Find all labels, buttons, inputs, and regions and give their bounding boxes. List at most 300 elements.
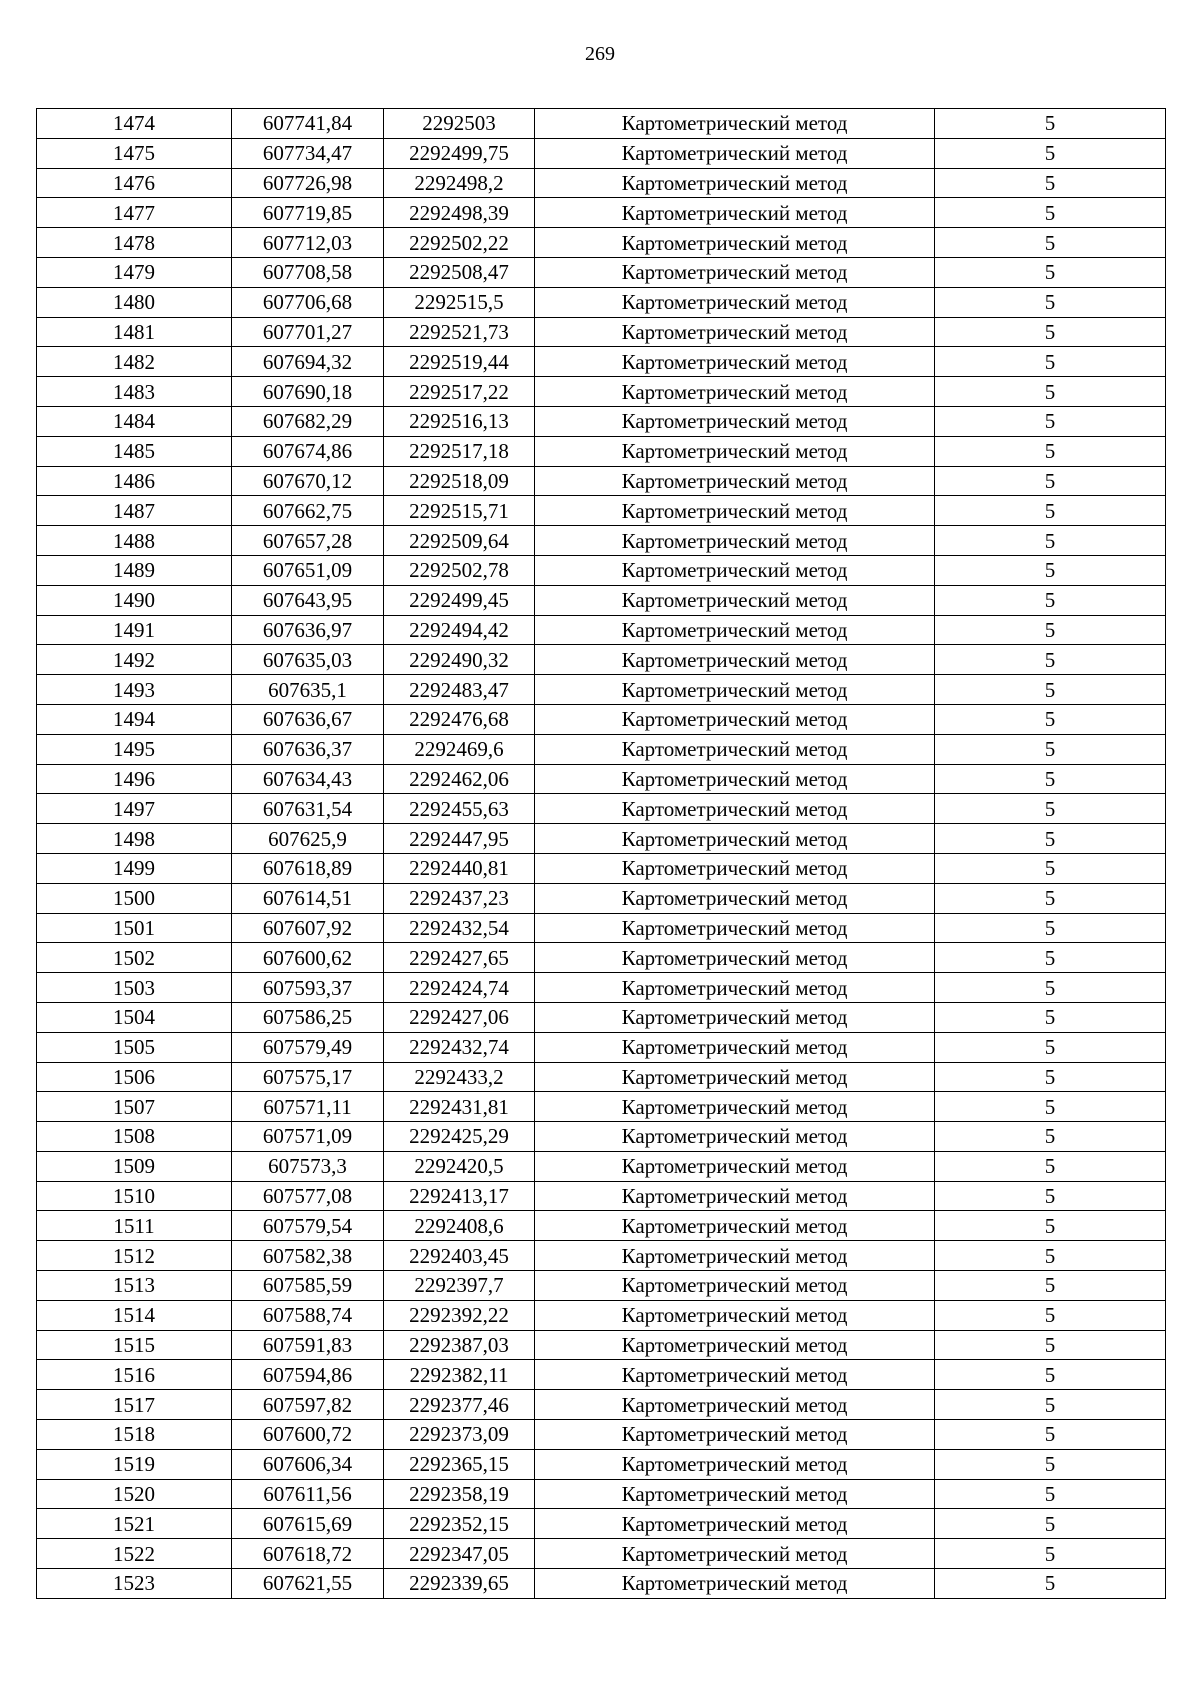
y-coordinate-cell: 2292408,6 bbox=[384, 1211, 535, 1241]
point-number-cell: 1484 bbox=[37, 406, 232, 436]
x-coordinate-cell: 607631,54 bbox=[232, 794, 384, 824]
method-cell: Картометрический метод bbox=[535, 1509, 935, 1539]
table-row bbox=[37, 109, 1166, 139]
table-row bbox=[37, 1569, 1166, 1599]
table-row bbox=[37, 645, 1166, 675]
x-coordinate-cell: 607618,72 bbox=[232, 1539, 384, 1569]
accuracy-cell: 5 bbox=[935, 913, 1166, 943]
point-number-cell: 1522 bbox=[37, 1539, 232, 1569]
accuracy-cell: 5 bbox=[935, 466, 1166, 496]
accuracy-cell: 5 bbox=[935, 109, 1166, 139]
point-number-cell: 1478 bbox=[37, 228, 232, 258]
x-coordinate-cell: 607694,32 bbox=[232, 347, 384, 377]
method-cell: Картометрический метод bbox=[535, 615, 935, 645]
x-coordinate-cell: 607611,56 bbox=[232, 1479, 384, 1509]
method-cell: Картометрический метод bbox=[535, 1181, 935, 1211]
method-cell: Картометрический метод bbox=[535, 1569, 935, 1599]
coordinates-table bbox=[36, 108, 1166, 1599]
x-coordinate-cell: 607577,08 bbox=[232, 1181, 384, 1211]
point-number-cell: 1496 bbox=[37, 764, 232, 794]
x-coordinate-cell: 607657,28 bbox=[232, 526, 384, 556]
method-cell: Картометрический метод bbox=[535, 824, 935, 854]
x-coordinate-cell: 607585,59 bbox=[232, 1271, 384, 1301]
accuracy-cell: 5 bbox=[935, 704, 1166, 734]
accuracy-cell: 5 bbox=[935, 1151, 1166, 1181]
method-cell: Картометрический метод bbox=[535, 287, 935, 317]
accuracy-cell: 5 bbox=[935, 555, 1166, 585]
point-number-cell: 1521 bbox=[37, 1509, 232, 1539]
x-coordinate-cell: 607573,3 bbox=[232, 1151, 384, 1181]
method-cell: Картометрический метод bbox=[535, 1449, 935, 1479]
method-cell: Картометрический метод bbox=[535, 1420, 935, 1450]
table-row bbox=[37, 287, 1166, 317]
x-coordinate-cell: 607719,85 bbox=[232, 198, 384, 228]
point-number-cell: 1506 bbox=[37, 1062, 232, 1092]
point-number-cell: 1520 bbox=[37, 1479, 232, 1509]
table-row bbox=[37, 1479, 1166, 1509]
method-cell: Картометрический метод bbox=[535, 1092, 935, 1122]
method-cell: Картометрический метод bbox=[535, 168, 935, 198]
point-number-cell: 1493 bbox=[37, 675, 232, 705]
y-coordinate-cell: 2292377,46 bbox=[384, 1390, 535, 1420]
method-cell: Картометрический метод bbox=[535, 555, 935, 585]
table-row bbox=[37, 943, 1166, 973]
y-coordinate-cell: 2292427,06 bbox=[384, 1002, 535, 1032]
accuracy-cell: 5 bbox=[935, 1509, 1166, 1539]
accuracy-cell: 5 bbox=[935, 198, 1166, 228]
method-cell: Картометрический метод bbox=[535, 1032, 935, 1062]
y-coordinate-cell: 2292420,5 bbox=[384, 1151, 535, 1181]
x-coordinate-cell: 607600,72 bbox=[232, 1420, 384, 1450]
x-coordinate-cell: 607636,67 bbox=[232, 704, 384, 734]
point-number-cell: 1500 bbox=[37, 883, 232, 913]
accuracy-cell: 5 bbox=[935, 1420, 1166, 1450]
y-coordinate-cell: 2292516,13 bbox=[384, 406, 535, 436]
point-number-cell: 1492 bbox=[37, 645, 232, 675]
table-row bbox=[37, 377, 1166, 407]
y-coordinate-cell: 2292440,81 bbox=[384, 853, 535, 883]
y-coordinate-cell: 2292352,15 bbox=[384, 1509, 535, 1539]
x-coordinate-cell: 607701,27 bbox=[232, 317, 384, 347]
table-row bbox=[37, 1509, 1166, 1539]
table-row bbox=[37, 883, 1166, 913]
x-coordinate-cell: 607621,55 bbox=[232, 1569, 384, 1599]
table-row bbox=[37, 1330, 1166, 1360]
point-number-cell: 1494 bbox=[37, 704, 232, 734]
x-coordinate-cell: 607571,11 bbox=[232, 1092, 384, 1122]
method-cell: Картометрический метод bbox=[535, 1390, 935, 1420]
method-cell: Картометрический метод bbox=[535, 1271, 935, 1301]
x-coordinate-cell: 607579,49 bbox=[232, 1032, 384, 1062]
method-cell: Картометрический метод bbox=[535, 1062, 935, 1092]
method-cell: Картометрический метод bbox=[535, 973, 935, 1003]
table-row bbox=[37, 764, 1166, 794]
accuracy-cell: 5 bbox=[935, 1449, 1166, 1479]
accuracy-cell: 5 bbox=[935, 973, 1166, 1003]
x-coordinate-cell: 607594,86 bbox=[232, 1360, 384, 1390]
method-cell: Картометрический метод bbox=[535, 1300, 935, 1330]
coordinates-table-body bbox=[37, 109, 1166, 1599]
point-number-cell: 1501 bbox=[37, 913, 232, 943]
method-cell: Картометрический метод bbox=[535, 734, 935, 764]
accuracy-cell: 5 bbox=[935, 406, 1166, 436]
accuracy-cell: 5 bbox=[935, 496, 1166, 526]
method-cell: Картометрический метод bbox=[535, 317, 935, 347]
table-row bbox=[37, 1032, 1166, 1062]
accuracy-cell: 5 bbox=[935, 734, 1166, 764]
y-coordinate-cell: 2292517,22 bbox=[384, 377, 535, 407]
x-coordinate-cell: 607606,34 bbox=[232, 1449, 384, 1479]
point-number-cell: 1512 bbox=[37, 1241, 232, 1271]
accuracy-cell: 5 bbox=[935, 1002, 1166, 1032]
table-row bbox=[37, 555, 1166, 585]
table-row bbox=[37, 1420, 1166, 1450]
accuracy-cell: 5 bbox=[935, 1062, 1166, 1092]
x-coordinate-cell: 607591,83 bbox=[232, 1330, 384, 1360]
table-row bbox=[37, 1211, 1166, 1241]
table-row bbox=[37, 436, 1166, 466]
accuracy-cell: 5 bbox=[935, 347, 1166, 377]
point-number-cell: 1510 bbox=[37, 1181, 232, 1211]
page-number: 269 bbox=[585, 43, 615, 65]
point-number-cell: 1504 bbox=[37, 1002, 232, 1032]
x-coordinate-cell: 607674,86 bbox=[232, 436, 384, 466]
x-coordinate-cell: 607618,89 bbox=[232, 853, 384, 883]
point-number-cell: 1523 bbox=[37, 1569, 232, 1599]
x-coordinate-cell: 607571,09 bbox=[232, 1122, 384, 1152]
point-number-cell: 1502 bbox=[37, 943, 232, 973]
x-coordinate-cell: 607706,68 bbox=[232, 287, 384, 317]
accuracy-cell: 5 bbox=[935, 585, 1166, 615]
accuracy-cell: 5 bbox=[935, 1390, 1166, 1420]
method-cell: Картометрический метод bbox=[535, 1330, 935, 1360]
method-cell: Картометрический метод bbox=[535, 496, 935, 526]
method-cell: Картометрический метод bbox=[535, 1122, 935, 1152]
accuracy-cell: 5 bbox=[935, 1539, 1166, 1569]
method-cell: Картометрический метод bbox=[535, 853, 935, 883]
y-coordinate-cell: 2292413,17 bbox=[384, 1181, 535, 1211]
table-row bbox=[37, 1449, 1166, 1479]
x-coordinate-cell: 607600,62 bbox=[232, 943, 384, 973]
y-coordinate-cell: 2292490,32 bbox=[384, 645, 535, 675]
x-coordinate-cell: 607575,17 bbox=[232, 1062, 384, 1092]
method-cell: Картометрический метод bbox=[535, 109, 935, 139]
point-number-cell: 1498 bbox=[37, 824, 232, 854]
y-coordinate-cell: 2292503 bbox=[384, 109, 535, 139]
point-number-cell: 1507 bbox=[37, 1092, 232, 1122]
accuracy-cell: 5 bbox=[935, 1181, 1166, 1211]
accuracy-cell: 5 bbox=[935, 1300, 1166, 1330]
table-row bbox=[37, 853, 1166, 883]
point-number-cell: 1508 bbox=[37, 1122, 232, 1152]
y-coordinate-cell: 2292427,65 bbox=[384, 943, 535, 973]
method-cell: Картометрический метод bbox=[535, 1241, 935, 1271]
accuracy-cell: 5 bbox=[935, 645, 1166, 675]
x-coordinate-cell: 607734,47 bbox=[232, 138, 384, 168]
x-coordinate-cell: 607593,37 bbox=[232, 973, 384, 1003]
y-coordinate-cell: 2292515,5 bbox=[384, 287, 535, 317]
point-number-cell: 1485 bbox=[37, 436, 232, 466]
table-row bbox=[37, 1390, 1166, 1420]
table-row bbox=[37, 1062, 1166, 1092]
point-number-cell: 1509 bbox=[37, 1151, 232, 1181]
x-coordinate-cell: 607643,95 bbox=[232, 585, 384, 615]
accuracy-cell: 5 bbox=[935, 436, 1166, 466]
method-cell: Картометрический метод bbox=[535, 138, 935, 168]
table-row bbox=[37, 198, 1166, 228]
point-number-cell: 1491 bbox=[37, 615, 232, 645]
x-coordinate-cell: 607579,54 bbox=[232, 1211, 384, 1241]
table-row bbox=[37, 1151, 1166, 1181]
accuracy-cell: 5 bbox=[935, 1211, 1166, 1241]
table-row bbox=[37, 1300, 1166, 1330]
method-cell: Картометрический метод bbox=[535, 198, 935, 228]
x-coordinate-cell: 607635,03 bbox=[232, 645, 384, 675]
table-row bbox=[37, 1122, 1166, 1152]
table-row bbox=[37, 347, 1166, 377]
method-cell: Картометрический метод bbox=[535, 794, 935, 824]
accuracy-cell: 5 bbox=[935, 1360, 1166, 1390]
point-number-cell: 1519 bbox=[37, 1449, 232, 1479]
table-row bbox=[37, 466, 1166, 496]
y-coordinate-cell: 2292382,11 bbox=[384, 1360, 535, 1390]
y-coordinate-cell: 2292476,68 bbox=[384, 704, 535, 734]
method-cell: Картометрический метод bbox=[535, 764, 935, 794]
point-number-cell: 1513 bbox=[37, 1271, 232, 1301]
point-number-cell: 1488 bbox=[37, 526, 232, 556]
y-coordinate-cell: 2292499,45 bbox=[384, 585, 535, 615]
y-coordinate-cell: 2292397,7 bbox=[384, 1271, 535, 1301]
y-coordinate-cell: 2292469,6 bbox=[384, 734, 535, 764]
accuracy-cell: 5 bbox=[935, 168, 1166, 198]
table-row bbox=[37, 675, 1166, 705]
accuracy-cell: 5 bbox=[935, 526, 1166, 556]
x-coordinate-cell: 607597,82 bbox=[232, 1390, 384, 1420]
accuracy-cell: 5 bbox=[935, 1241, 1166, 1271]
method-cell: Картометрический метод bbox=[535, 585, 935, 615]
y-coordinate-cell: 2292498,2 bbox=[384, 168, 535, 198]
x-coordinate-cell: 607636,97 bbox=[232, 615, 384, 645]
method-cell: Картометрический метод bbox=[535, 645, 935, 675]
table-row bbox=[37, 615, 1166, 645]
y-coordinate-cell: 2292494,42 bbox=[384, 615, 535, 645]
method-cell: Картометрический метод bbox=[535, 1211, 935, 1241]
method-cell: Картометрический метод bbox=[535, 704, 935, 734]
point-number-cell: 1503 bbox=[37, 973, 232, 1003]
table-row bbox=[37, 138, 1166, 168]
y-coordinate-cell: 2292483,47 bbox=[384, 675, 535, 705]
y-coordinate-cell: 2292347,05 bbox=[384, 1539, 535, 1569]
table-row bbox=[37, 526, 1166, 556]
table-row bbox=[37, 168, 1166, 198]
table-row bbox=[37, 973, 1166, 1003]
y-coordinate-cell: 2292432,74 bbox=[384, 1032, 535, 1062]
y-coordinate-cell: 2292424,74 bbox=[384, 973, 535, 1003]
table-row bbox=[37, 913, 1166, 943]
x-coordinate-cell: 607582,38 bbox=[232, 1241, 384, 1271]
method-cell: Картометрический метод bbox=[535, 406, 935, 436]
point-number-cell: 1489 bbox=[37, 555, 232, 585]
accuracy-cell: 5 bbox=[935, 1092, 1166, 1122]
method-cell: Картометрический метод bbox=[535, 1360, 935, 1390]
table-row bbox=[37, 1360, 1166, 1390]
accuracy-cell: 5 bbox=[935, 138, 1166, 168]
accuracy-cell: 5 bbox=[935, 943, 1166, 973]
point-number-cell: 1511 bbox=[37, 1211, 232, 1241]
method-cell: Картометрический метод bbox=[535, 675, 935, 705]
method-cell: Картометрический метод bbox=[535, 1151, 935, 1181]
y-coordinate-cell: 2292373,09 bbox=[384, 1420, 535, 1450]
x-coordinate-cell: 607614,51 bbox=[232, 883, 384, 913]
y-coordinate-cell: 2292403,45 bbox=[384, 1241, 535, 1271]
table-row bbox=[37, 734, 1166, 764]
x-coordinate-cell: 607588,74 bbox=[232, 1300, 384, 1330]
table-row bbox=[37, 496, 1166, 526]
y-coordinate-cell: 2292387,03 bbox=[384, 1330, 535, 1360]
y-coordinate-cell: 2292339,65 bbox=[384, 1569, 535, 1599]
y-coordinate-cell: 2292517,18 bbox=[384, 436, 535, 466]
y-coordinate-cell: 2292521,73 bbox=[384, 317, 535, 347]
method-cell: Картометрический метод bbox=[535, 347, 935, 377]
method-cell: Картометрический метод bbox=[535, 1002, 935, 1032]
point-number-cell: 1490 bbox=[37, 585, 232, 615]
table-row bbox=[37, 1092, 1166, 1122]
table-row bbox=[37, 824, 1166, 854]
y-coordinate-cell: 2292509,64 bbox=[384, 526, 535, 556]
table-row bbox=[37, 1181, 1166, 1211]
method-cell: Картометрический метод bbox=[535, 883, 935, 913]
point-number-cell: 1497 bbox=[37, 794, 232, 824]
accuracy-cell: 5 bbox=[935, 615, 1166, 645]
y-coordinate-cell: 2292455,63 bbox=[384, 794, 535, 824]
accuracy-cell: 5 bbox=[935, 377, 1166, 407]
method-cell: Картометрический метод bbox=[535, 436, 935, 466]
point-number-cell: 1482 bbox=[37, 347, 232, 377]
x-coordinate-cell: 607741,84 bbox=[232, 109, 384, 139]
point-number-cell: 1514 bbox=[37, 1300, 232, 1330]
point-number-cell: 1495 bbox=[37, 734, 232, 764]
method-cell: Картометрический метод bbox=[535, 1479, 935, 1509]
point-number-cell: 1479 bbox=[37, 257, 232, 287]
point-number-cell: 1475 bbox=[37, 138, 232, 168]
y-coordinate-cell: 2292437,23 bbox=[384, 883, 535, 913]
point-number-cell: 1517 bbox=[37, 1390, 232, 1420]
method-cell: Картометрический метод bbox=[535, 526, 935, 556]
x-coordinate-cell: 607635,1 bbox=[232, 675, 384, 705]
x-coordinate-cell: 607682,29 bbox=[232, 406, 384, 436]
method-cell: Картометрический метод bbox=[535, 377, 935, 407]
table-row bbox=[37, 406, 1166, 436]
y-coordinate-cell: 2292425,29 bbox=[384, 1122, 535, 1152]
accuracy-cell: 5 bbox=[935, 287, 1166, 317]
table-row bbox=[37, 704, 1166, 734]
table-row bbox=[37, 317, 1166, 347]
method-cell: Картометрический метод bbox=[535, 228, 935, 258]
method-cell: Картометрический метод bbox=[535, 1539, 935, 1569]
x-coordinate-cell: 607636,37 bbox=[232, 734, 384, 764]
y-coordinate-cell: 2292499,75 bbox=[384, 138, 535, 168]
point-number-cell: 1499 bbox=[37, 853, 232, 883]
accuracy-cell: 5 bbox=[935, 1271, 1166, 1301]
y-coordinate-cell: 2292519,44 bbox=[384, 347, 535, 377]
y-coordinate-cell: 2292358,19 bbox=[384, 1479, 535, 1509]
y-coordinate-cell: 2292502,78 bbox=[384, 555, 535, 585]
y-coordinate-cell: 2292515,71 bbox=[384, 496, 535, 526]
accuracy-cell: 5 bbox=[935, 1032, 1166, 1062]
x-coordinate-cell: 607607,92 bbox=[232, 913, 384, 943]
x-coordinate-cell: 607712,03 bbox=[232, 228, 384, 258]
y-coordinate-cell: 2292432,54 bbox=[384, 913, 535, 943]
table-row bbox=[37, 1002, 1166, 1032]
accuracy-cell: 5 bbox=[935, 675, 1166, 705]
accuracy-cell: 5 bbox=[935, 228, 1166, 258]
x-coordinate-cell: 607625,9 bbox=[232, 824, 384, 854]
accuracy-cell: 5 bbox=[935, 317, 1166, 347]
y-coordinate-cell: 2292518,09 bbox=[384, 466, 535, 496]
y-coordinate-cell: 2292502,22 bbox=[384, 228, 535, 258]
x-coordinate-cell: 607708,58 bbox=[232, 257, 384, 287]
accuracy-cell: 5 bbox=[935, 853, 1166, 883]
point-number-cell: 1481 bbox=[37, 317, 232, 347]
x-coordinate-cell: 607670,12 bbox=[232, 466, 384, 496]
point-number-cell: 1516 bbox=[37, 1360, 232, 1390]
point-number-cell: 1476 bbox=[37, 168, 232, 198]
method-cell: Картометрический метод bbox=[535, 466, 935, 496]
table-row bbox=[37, 1539, 1166, 1569]
x-coordinate-cell: 607662,75 bbox=[232, 496, 384, 526]
x-coordinate-cell: 607690,18 bbox=[232, 377, 384, 407]
y-coordinate-cell: 2292462,06 bbox=[384, 764, 535, 794]
accuracy-cell: 5 bbox=[935, 883, 1166, 913]
table-row bbox=[37, 257, 1166, 287]
x-coordinate-cell: 607651,09 bbox=[232, 555, 384, 585]
y-coordinate-cell: 2292392,22 bbox=[384, 1300, 535, 1330]
method-cell: Картометрический метод bbox=[535, 913, 935, 943]
x-coordinate-cell: 607586,25 bbox=[232, 1002, 384, 1032]
y-coordinate-cell: 2292498,39 bbox=[384, 198, 535, 228]
point-number-cell: 1480 bbox=[37, 287, 232, 317]
x-coordinate-cell: 607634,43 bbox=[232, 764, 384, 794]
point-number-cell: 1515 bbox=[37, 1330, 232, 1360]
y-coordinate-cell: 2292365,15 bbox=[384, 1449, 535, 1479]
y-coordinate-cell: 2292431,81 bbox=[384, 1092, 535, 1122]
accuracy-cell: 5 bbox=[935, 764, 1166, 794]
table-row bbox=[37, 794, 1166, 824]
accuracy-cell: 5 bbox=[935, 794, 1166, 824]
accuracy-cell: 5 bbox=[935, 1330, 1166, 1360]
point-number-cell: 1474 bbox=[37, 109, 232, 139]
point-number-cell: 1505 bbox=[37, 1032, 232, 1062]
table-row bbox=[37, 1271, 1166, 1301]
accuracy-cell: 5 bbox=[935, 824, 1166, 854]
y-coordinate-cell: 2292508,47 bbox=[384, 257, 535, 287]
accuracy-cell: 5 bbox=[935, 1569, 1166, 1599]
point-number-cell: 1486 bbox=[37, 466, 232, 496]
point-number-cell: 1518 bbox=[37, 1420, 232, 1450]
accuracy-cell: 5 bbox=[935, 1122, 1166, 1152]
x-coordinate-cell: 607615,69 bbox=[232, 1509, 384, 1539]
method-cell: Картометрический метод bbox=[535, 257, 935, 287]
x-coordinate-cell: 607726,98 bbox=[232, 168, 384, 198]
method-cell: Картометрический метод bbox=[535, 943, 935, 973]
accuracy-cell: 5 bbox=[935, 1479, 1166, 1509]
point-number-cell: 1477 bbox=[37, 198, 232, 228]
point-number-cell: 1483 bbox=[37, 377, 232, 407]
y-coordinate-cell: 2292447,95 bbox=[384, 824, 535, 854]
y-coordinate-cell: 2292433,2 bbox=[384, 1062, 535, 1092]
table-row bbox=[37, 1241, 1166, 1271]
point-number-cell: 1487 bbox=[37, 496, 232, 526]
